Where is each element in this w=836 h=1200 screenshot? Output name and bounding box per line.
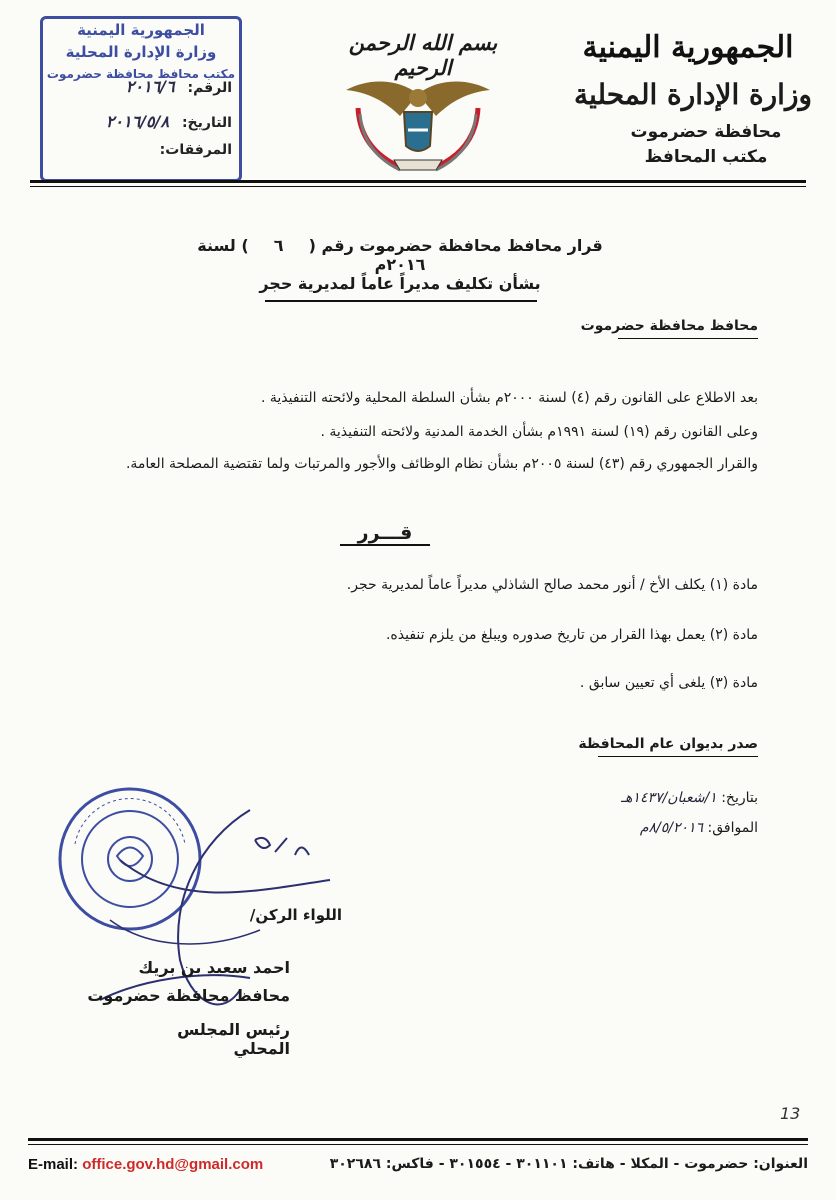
issued-at: صدر بديوان عام المحافظة xyxy=(578,736,758,752)
republic-title: الجمهورية اليمنية xyxy=(582,30,794,65)
gregorian-date-value: ٨/٥/٢٠١٦م xyxy=(639,820,704,836)
footer-divider-thin xyxy=(28,1144,808,1145)
footer-divider xyxy=(28,1138,808,1141)
gregorian-date xyxy=(438,820,758,836)
signatory-name: احمد سعيد بن بريك xyxy=(138,958,290,977)
governor-heading: محافظ محافظة حضرموت xyxy=(580,318,758,334)
ref-date-row xyxy=(20,112,232,131)
gregorian-date-label: الموافق: xyxy=(707,820,758,836)
ref-attachments-row xyxy=(20,142,232,158)
decree-title xyxy=(180,236,620,274)
preamble-decree-43: والقرار الجمهوري رقم (٤٣) لسنة ٢٠٠٥م بشأن نظام الوظائف والأجور والمرتبات ولما تقتضية المصلحة العامة. xyxy=(125,456,758,472)
page-marker: 13 xyxy=(780,1104,801,1123)
signatory-council-role: رئيس المجلس المحلي xyxy=(177,1020,290,1058)
decree-title-prefix: قرار محافظ محافظة حضرموت رقم ( xyxy=(308,236,603,255)
decree-number: ٦ xyxy=(273,236,284,255)
header-divider xyxy=(30,180,806,183)
national-emblem-icon xyxy=(338,68,498,180)
ref-attachments-label: المرفقات: xyxy=(159,142,232,158)
bismillah-calligraphy: بسم الله الرحمن الرحيم xyxy=(348,30,498,80)
ministry-name: وزارة الإدارة المحلية xyxy=(574,78,812,111)
decree-subject: بشأن تكليف مديراً عاماً لمديرية حجر xyxy=(259,274,541,293)
signatory-rank: اللواء الركن/ xyxy=(249,906,342,924)
decree-title-suffix: ) لسنة ٢٠١٦م xyxy=(197,236,426,274)
header-divider-thin xyxy=(30,186,806,187)
decided-underline xyxy=(340,544,430,546)
ref-number-value: ۲۰۱٦/٦ xyxy=(125,77,175,96)
hijri-date-value: ١/شعبان/١٤٣٧هـ xyxy=(620,790,717,806)
hijri-date xyxy=(438,790,758,806)
email-label: E-mail: xyxy=(28,1156,79,1173)
ref-date-label: التاريخ: xyxy=(181,115,232,131)
stamp-line-republic: الجمهورية اليمنية xyxy=(77,21,205,39)
governorate-name: محافظة حضرموت xyxy=(630,122,782,142)
article-1: مادة (١) يكلف الأخ / أنور محمد صالح الشاذلي مديراً عاماً لمديرية حجر. xyxy=(346,577,758,593)
ref-date-value: ۲۰۱٦/٥/٨ xyxy=(105,112,170,131)
hijri-date-label: بتاريخ: xyxy=(721,790,758,806)
ref-number-row xyxy=(20,77,232,96)
issued-underline xyxy=(598,756,758,757)
governor-office: مكتب المحافظ xyxy=(644,147,768,167)
decided-heading: قـــرر xyxy=(357,522,413,544)
signatory-title: محافظ محافظة حضرموت xyxy=(87,986,290,1005)
article-3: مادة (٣) يلغى أي تعيين سابق . xyxy=(579,675,758,691)
preamble-law-19: وعلى القانون رقم (١٩) لسنة ١٩٩١م بشأن الخدمة المدنية ولائحته التنفيذية . xyxy=(320,424,758,440)
article-2: مادة (٢) يعمل بهذا القرار من تاريخ صدوره ويبلغ من يلزم تنفيذه. xyxy=(385,627,758,643)
stamp-line-ministry: وزارة الإدارة المحلية xyxy=(65,43,217,61)
governor-heading-underline xyxy=(618,338,758,339)
preamble-law-4: بعد الاطلاع على القانون رقم (٤) لسنة ٢٠٠٠م بشأن السلطة المحلية ولائحته التنفيذية . xyxy=(261,390,758,406)
footer-address: العنوان: حضرموت - المكلا - هاتف: ٣٠١١٠١ - ٣٠١٥٥٤ - فاكس: ٣٠٢٦٨٦ xyxy=(329,1156,808,1172)
ref-number-label: الرقم: xyxy=(187,80,232,96)
email-link[interactable]: office.gov.hd@gmail.com xyxy=(82,1156,264,1173)
stamp-line-office: مكتب محافظ محافظة حضرموت xyxy=(46,67,236,81)
subject-underline xyxy=(265,300,537,302)
footer-email xyxy=(28,1156,263,1173)
